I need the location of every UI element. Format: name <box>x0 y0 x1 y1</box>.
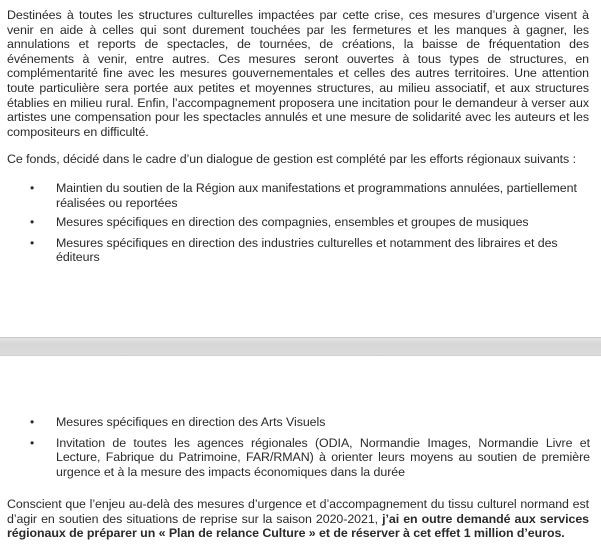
paragraph-recovery-plan: Conscient que l’enjeu au-delà des mesures d’urgence et d’accompagnement du tissu culturel normand est d’agir en soutien des situations de reprise sur la saison 2020-2021, j’ai en outre demandé aux services régionaux de préparer un « Plan de relance Culture » et de réserver à cet effet 1 million d’euros. <box>7 497 589 541</box>
recovery-plan-emphasis: j’ai en outre demandé aux services régionaux de préparer un « Plan de relance Culture » et de réserver à cet effet 1 million d’euros. <box>7 511 589 541</box>
bullet-icon: • <box>30 235 35 250</box>
list-item: • Maintien du soutien de la Région aux manifestations et programmations annulées, partiellement réalisées ou reportées <box>30 181 577 210</box>
list-item: • Mesures spécifiques en direction des Arts Visuels <box>30 415 326 429</box>
page-separator <box>0 337 601 356</box>
bullet-icon: • <box>30 435 35 450</box>
list-item: • Mesures spécifiques en direction des industries culturelles et notamment des libraires et des éditeurs <box>30 235 558 265</box>
additional-measures-list <box>0 415 590 479</box>
list-item: • Mesures spécifiques en direction des compagnies, ensembles et groupes de musiques <box>30 215 529 230</box>
document-page-2 <box>0 356 601 554</box>
bullet-icon: • <box>30 215 35 230</box>
bullet-icon: • <box>30 415 35 429</box>
list-item: • Invitation de toutes les agences régionales (ODIA, Normandie Images, Normandie Livre et Lecture, Fabrique du Patrimoine, FAR/RMAN) à orienter leurs moyens au soutien de première urgence et à la mesure des impacts économiques dans la durée <box>30 435 590 479</box>
paragraph-fund-intro: Ce fonds, décidé dans le cadre d’un dialogue de gestion est complété par les efforts régionaux suivants : <box>7 152 576 166</box>
paragraph-emergency-measures: Destinées à toutes les structures culturelles impactées par cette crise, ces mesures d’urgence visent à venir en aide à celles qui sont durement touchées par les fermetures et les manques à gagner, les annulations et reports de spectacles, de tournées, de créations, la baisse de fréquentation des événements à venir, entre autres. Ces mesures seront ouvertes à tous types de structures, en complémentarité fine avec les mesures gouvernementales et celles des autres territoires. Une attention toute particulière sera portée aux petites et moyennes structures, au milieu associatif, et aux structures établies en milieu rural. Enfin, l’accompagnement proposera une incitation pour le demandeur à verser aux artistes une compensation pour les spectacles annulés et une mesure de solidarité avec les auteurs et les compositeurs en difficulté. <box>7 8 589 139</box>
regional-efforts-list <box>0 181 590 265</box>
bullet-icon: • <box>30 181 35 195</box>
